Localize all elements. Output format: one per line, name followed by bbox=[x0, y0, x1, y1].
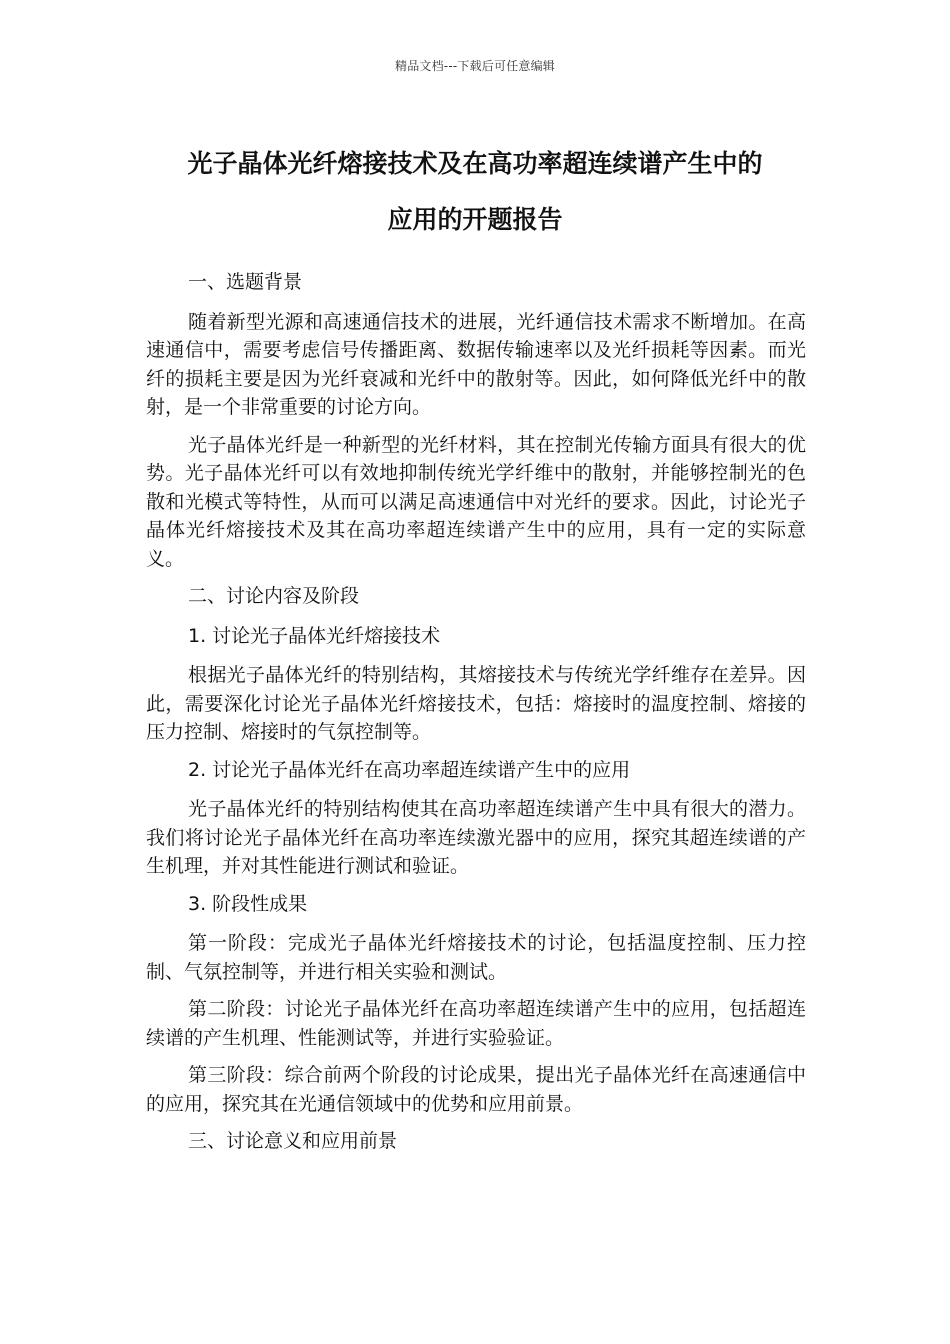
title-line-1: 光子晶体光纤熔接技术及在高功率超连续谱产生中的 bbox=[187, 149, 763, 178]
stage-2-paragraph: 第二阶段：讨论光子晶体光纤在高功率超连续谱产生中的应用，包括超连续谱的产生机理、性能测试等，并进行实验验证。 bbox=[146, 998, 806, 1049]
section-2-subheading-3: 3. 阶段性成果 bbox=[188, 892, 308, 915]
section-2-heading: 二、讨论内容及阶段 bbox=[188, 585, 360, 607]
section-2-paragraph-2: 光子晶体光纤的特别结构使其在高功率超连续谱产生中具有很大的潜力。我们将讨论光子晶体光纤在高功率连续激光器中的应用，探究其超连续谱的产生机理，并对其性能进行测试和验证。 bbox=[146, 798, 806, 877]
section-2-subheading-2: 2. 讨论光子晶体光纤在高功率超连续谱产生中的应用 bbox=[188, 758, 631, 781]
document-title bbox=[120, 136, 830, 248]
stage-1-paragraph: 第一阶段：完成光子晶体光纤熔接技术的讨论，包括温度控制、压力控制、气氛控制等，并进行相关实验和测试。 bbox=[146, 932, 806, 983]
document-body bbox=[146, 268, 806, 1167]
stage-3-paragraph: 第三阶段：综合前两个阶段的讨论成果，提出光子晶体光纤在高速通信中的应用，探究其在光通信领域中的优势和应用前景。 bbox=[146, 1064, 806, 1115]
section-1-paragraph-1: 随着新型光源和高速通信技术的进展，光纤通信技术需求不断增加。在高速通信中，需要考虑信号传播距离、数据传输速率以及光纤损耗等因素。而光纤的损耗主要是因为光纤衰减和光纤中的散射等。因此，如何降低光纤中的散射，是一个非常重要的讨论方向。 bbox=[146, 310, 806, 418]
section-1-heading: 一、选题背景 bbox=[188, 271, 303, 293]
title-line-2: 应用的开题报告 bbox=[387, 205, 563, 234]
section-1-paragraph-2: 光子晶体光纤是一种新型的光纤材料，其在控制光传输方面具有很大的优势。光子晶体光纤可以有效地抑制传统光学纤维中的散射，并能够控制光的色散和光模式等特性，从而可以满足高速通信中对光纤的要求。因此，讨论光子晶体光纤熔接技术及其在高功率超连续谱产生中的应用，具有一定的实际意义。 bbox=[146, 433, 806, 570]
section-2-paragraph-1: 根据光子晶体光纤的特别结构，其熔接技术与传统光学纤维存在差异。因此，需要深化讨论光子晶体光纤熔接技术，包括：熔接时的温度控制、熔接的压力控制、熔接时的气氛控制等。 bbox=[146, 664, 806, 743]
section-3-heading: 三、讨论意义和应用前景 bbox=[188, 1130, 398, 1152]
section-2-subheading-1: 1. 讨论光子晶体光纤熔接技术 bbox=[188, 624, 441, 647]
header-note: 精品文档---下载后可任意编辑 bbox=[395, 59, 555, 73]
